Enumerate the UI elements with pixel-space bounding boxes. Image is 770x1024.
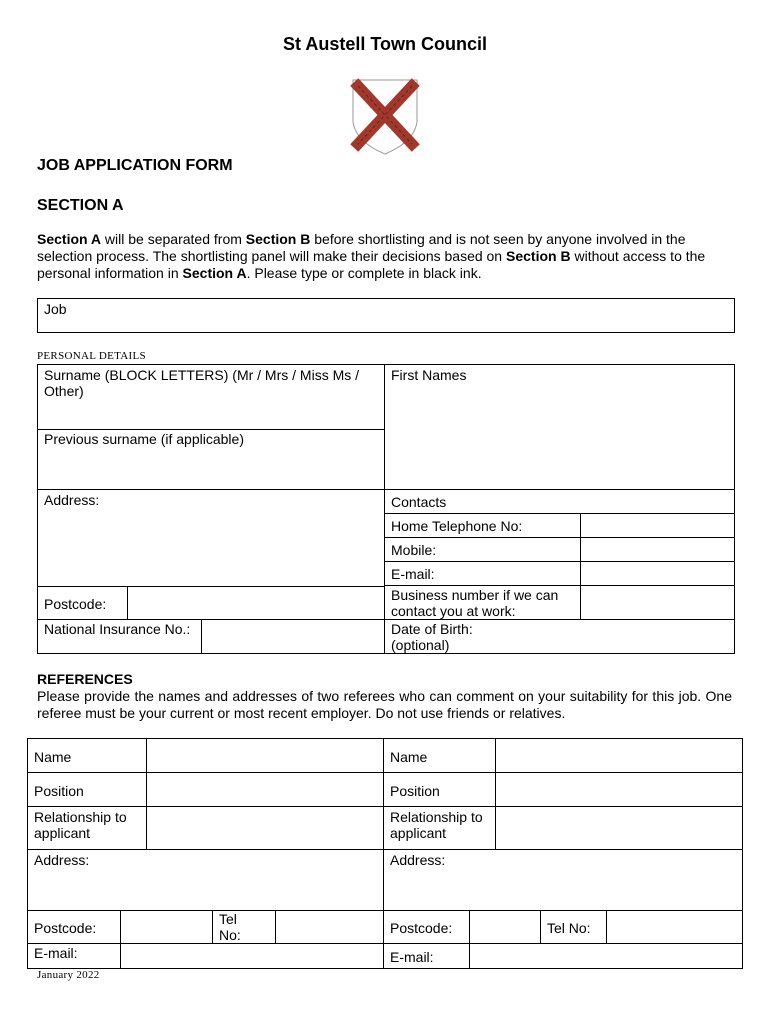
ref1-tel-label-cell xyxy=(212,910,276,944)
ref2-position-label: Position xyxy=(390,783,440,799)
first-names-label: First Names xyxy=(391,367,467,383)
footer-date: January 2022 xyxy=(37,969,100,981)
contacts-label: Contacts xyxy=(391,494,447,510)
ni-label-cell xyxy=(37,619,202,654)
surname-label: Surname (BLOCK LETTERS) (Mr / Mrs / Miss Ms / Other) xyxy=(44,367,360,399)
ref1-postcode-label: Postcode: xyxy=(34,920,97,936)
ref2-tel-label: Tel No: xyxy=(547,920,591,936)
ref2-tel-label-cell xyxy=(540,910,607,944)
ref2-position-input[interactable] xyxy=(495,772,743,807)
job-label: Job xyxy=(44,301,67,317)
postcode-input[interactable] xyxy=(127,586,385,620)
home-tel-label-cell xyxy=(384,513,581,538)
council-title: St Austell Town Council xyxy=(283,34,487,54)
mobile-label-cell xyxy=(384,537,581,562)
personal-details-heading: PERSONAL DETAILS xyxy=(37,350,146,362)
ni-label: National Insurance No.: xyxy=(44,621,191,637)
ref1-email-label-cell xyxy=(27,943,121,969)
ref1-name-label: Name xyxy=(34,749,72,765)
ref1-relationship-label: Relationship to applicant xyxy=(34,809,127,841)
email-input[interactable] xyxy=(580,561,735,586)
dob-label: Date of Birth: (optional) xyxy=(391,621,473,653)
ref1-position-label-cell xyxy=(27,772,147,807)
address-field[interactable] xyxy=(37,489,385,587)
ref1-name-input[interactable] xyxy=(146,738,384,773)
first-names-field[interactable] xyxy=(384,364,735,490)
email-label-cell xyxy=(384,561,581,586)
address-label: Address: xyxy=(44,492,100,508)
ref2-relationship-input[interactable] xyxy=(495,806,743,850)
ref2-name-input[interactable] xyxy=(495,738,743,773)
ref1-tel-input[interactable] xyxy=(275,910,384,944)
job-field[interactable] xyxy=(37,298,735,333)
ref1-postcode-label-cell xyxy=(27,910,121,944)
previous-surname-field[interactable] xyxy=(37,429,385,490)
ref2-postcode-input[interactable] xyxy=(469,910,541,944)
business-label-cell xyxy=(384,585,581,620)
ref1-email-label: E-mail: xyxy=(34,945,78,961)
ref2-email-label-cell xyxy=(383,943,470,969)
contacts-header-cell xyxy=(384,489,735,514)
ref1-relationship-label-cell xyxy=(27,806,147,850)
mobile-input[interactable] xyxy=(580,537,735,562)
ref2-address-field[interactable] xyxy=(383,849,743,911)
email-label: E-mail: xyxy=(391,566,435,582)
business-label: Business number if we can contact you at work: xyxy=(391,587,559,619)
ni-input[interactable] xyxy=(201,619,385,654)
previous-surname-label: Previous surname (if applicable) xyxy=(44,431,244,447)
ref1-position-label: Position xyxy=(34,783,84,799)
ref1-postcode-input[interactable] xyxy=(120,910,213,944)
intro-paragraph: Section A will be separated from Section B before shortlisting and is not seen by anyone involved in the selection process. The shortlisting panel will make their decisions based on Section B without access to the personal information in Section A. Please type or complete in black ink. xyxy=(37,231,706,281)
mobile-label: Mobile: xyxy=(391,542,437,558)
ref1-relationship-input[interactable] xyxy=(146,806,384,850)
ref1-address-field[interactable] xyxy=(27,849,384,911)
postcode-label-cell xyxy=(37,586,128,620)
council-crest-logo xyxy=(350,78,420,156)
ref2-relationship-label-cell xyxy=(383,806,496,850)
ref2-address-label: Address: xyxy=(390,852,446,868)
dob-field[interactable] xyxy=(384,619,735,654)
ref1-address-label: Address: xyxy=(34,852,90,868)
ref1-name-label-cell xyxy=(27,738,147,773)
ref2-email-label: E-mail: xyxy=(390,949,434,965)
surname-field[interactable] xyxy=(37,364,385,430)
postcode-label: Postcode: xyxy=(44,596,107,612)
ref2-tel-input[interactable] xyxy=(606,910,743,944)
references-instructions: Please provide the names and addresses of two referees who can comment on your suitability for this job. One referee must be your current or most recent employer. Do not use friends or relatives. xyxy=(37,688,732,721)
ref2-name-label-cell xyxy=(383,738,496,773)
ref2-postcode-label: Postcode: xyxy=(390,920,453,936)
section-title: SECTION A xyxy=(37,197,124,214)
home-tel-label: Home Telephone No: xyxy=(391,518,523,534)
ref1-position-input[interactable] xyxy=(146,772,384,807)
ref2-name-label: Name xyxy=(390,749,428,765)
ref2-position-label-cell xyxy=(383,772,496,807)
ref1-email-input[interactable] xyxy=(120,943,384,969)
ref2-relationship-label: Relationship to applicant xyxy=(390,809,483,841)
ref2-email-input[interactable] xyxy=(469,943,743,969)
ref1-tel-label: Tel No: xyxy=(219,911,241,943)
references-heading: REFERENCES xyxy=(37,671,133,687)
business-input[interactable] xyxy=(580,585,735,620)
ref2-postcode-label-cell xyxy=(383,910,470,944)
home-tel-input[interactable] xyxy=(580,513,735,538)
form-title: JOB APPLICATION FORM xyxy=(37,157,233,174)
